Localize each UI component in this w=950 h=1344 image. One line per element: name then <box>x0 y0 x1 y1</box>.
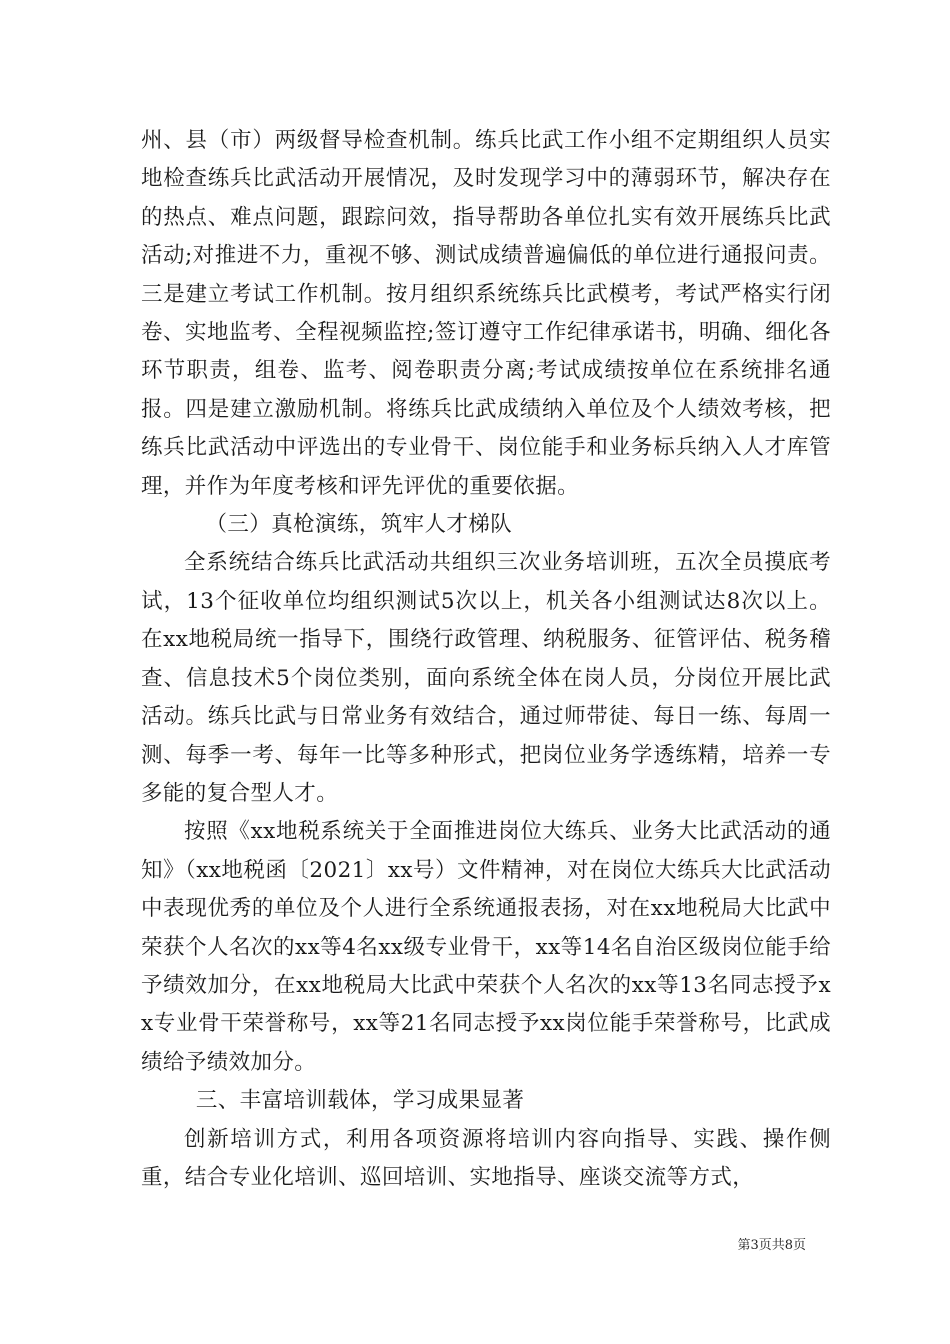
paragraph-continuation: 州、县（市）两级督导检查机制。练兵比武工作小组不定期组织人员实地检查练兵比武活动开展情况，及时发现学习中的薄弱环节，解决存在的热点、难点问题，跟踪问效，指导帮助各单位扎实有效开展练兵比武活动;对推进不力，重视不够、测试成绩普遍偏低的单位进行通报问责。三是建立考试工作机制。按月组织系统练兵比武模考，考试严格实行闭卷、实地监考、全程视频监控;签订遵守工作纪律承诺书，明确、细化各环节职责，组卷、监考、阅卷职责分离;考试成绩按单位在系统排名通报。四是建立激励机制。将练兵比武成绩纳入单位及个人绩效考核，把练兵比武活动中评选出的专业骨干、岗位能手和业务标兵纳入人才库管理，并作为年度考核和评先评优的重要依据。 <box>141 128 831 499</box>
paragraph-commendation: 按照《xx地税系统关于全面推进岗位大练兵、业务大比武活动的通知》（xx地税函〔2021〕xx号）文件精神，对在岗位大练兵大比武活动中表现优秀的单位及个人进行全系统通报表扬，对在xx地税局大比武中荣获个人名次的xx等4名xx级专业骨干，xx等14名自治区级岗位能手给予绩效加分，在xx地税局大比武中荣获个人名次的xx等13名同志授予xx专业骨干荣誉称号，xx等21名同志授予xx岗位能手荣誉称号，比武成绩给予绩效加分。 <box>141 819 831 1075</box>
paragraph-training: 全系统结合练兵比武活动共组织三次业务培训班，五次全员摸底考试，13个征收单位均组织测试5次以上，机关各小组测试达8次以上。在xx地税局统一指导下，围绕行政管理、纳税服务、征管评估、税务稽查、信息技术5个岗位类别，面向系统全体在岗人员，分岗位开展比武活动。练兵比武与日常业务有效结合，通过师带徒、每日一练、每周一测、每季一考、每年一比等多种形式，把岗位业务学透练精，培养一专多能的复合型人才。 <box>141 550 831 806</box>
page-number: 第3页共8页 <box>737 1238 806 1253</box>
section-heading: 三、丰富培训载体，学习成果显著 <box>195 1088 525 1114</box>
paragraph-innovation: 创新培训方式，利用各项资源将培训内容向指导、实践、操作侧重，结合专业化培训、巡回培训、实地指导、座谈交流等方式， <box>141 1126 831 1190</box>
document-body <box>141 122 831 1197</box>
section-subheading: （三）真枪演练，筑牢人才梯队 <box>205 512 513 538</box>
